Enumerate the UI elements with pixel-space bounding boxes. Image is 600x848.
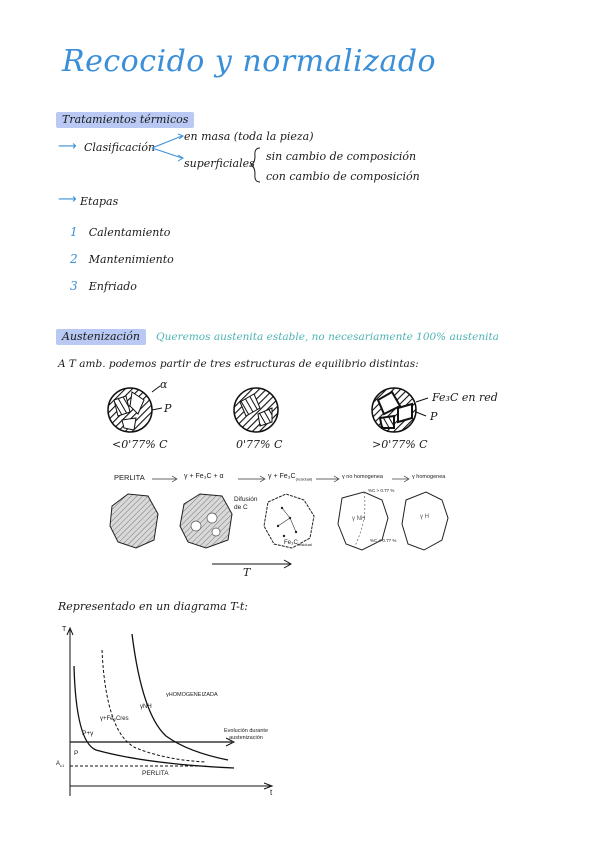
fe3c-residual-sub: residual [297, 542, 312, 548]
region-p-gamma: P+γ [82, 730, 94, 737]
section-heading-tratamientos [56, 113, 194, 126]
label-perlita-3: P [430, 410, 438, 423]
etapa-label: Enfriado [88, 280, 137, 293]
process-label-4: γ no homogenea [342, 474, 383, 480]
heading-highlight: Tratamientos térmicos [56, 112, 194, 128]
diagram-heading: Representado en un diagrama T-t: [58, 600, 248, 613]
austenizacion-intro: A T amb. podemos partir de tres estructuras de equilibrio distintas: [58, 358, 419, 370]
etapa-item [70, 248, 174, 267]
difusion-label: Difusión de C [234, 496, 258, 511]
gamma-rico-label: %C > 0.77 % [368, 488, 395, 493]
etapa-label: Mantenimiento [88, 253, 174, 266]
label-perlita-1: P [164, 402, 172, 415]
composition-eutectoid: 0'77% C [236, 438, 283, 451]
composition-hyper: >0'77% C [372, 438, 428, 451]
process-label-5: γ homogenea [412, 474, 446, 480]
gamma-pobre-label: %C < 0.77 % [370, 538, 397, 543]
temperature-label: T [243, 566, 251, 579]
arrow-right-icon: ⟶ [58, 139, 77, 154]
process-label-2: γ + Fe₃C + α [184, 473, 224, 480]
tt-diagram [56, 624, 286, 800]
label-fe3c-red: Fe₃C en red [432, 391, 498, 404]
brace-icon [250, 146, 264, 186]
a1-label: $A_{c1}$ [56, 761, 65, 769]
x-axis-label: t [270, 788, 273, 797]
fe3c-residual-label: $Fe_3C_{residual}$ [284, 540, 312, 548]
process-sub-residual: (residual) [295, 476, 313, 482]
sub-con-cambio: con cambio de composición [266, 170, 420, 183]
etapa-label: Calentamiento [88, 226, 171, 239]
label-alpha: α [160, 378, 168, 391]
etapa-item [70, 275, 137, 294]
grain-eutectoid [234, 388, 278, 432]
region-gamma-nh: γNH [140, 704, 152, 710]
sub-sin-cambio: sin cambio de composición [266, 150, 417, 163]
temperature-arrow [210, 558, 294, 570]
branch-masa: en masa (toda la pieza) [184, 130, 314, 143]
arrow-right-icon: ⟶ [58, 192, 77, 207]
gamma-nh-label: γ NH [352, 516, 366, 522]
etapa-number: 2 [70, 252, 78, 266]
evolucion-label: Evolución durante austenización [223, 728, 269, 741]
y-axis-label: T [62, 626, 67, 633]
process-label-perlita: PERLITA [114, 473, 145, 482]
a1-sub: c1 [60, 763, 65, 769]
grain-hypereutectoid [372, 388, 416, 432]
heading-highlight: Austenización [56, 329, 146, 345]
composition-hypo: <0'77% C [112, 438, 168, 451]
gamma-h-label: γ H [420, 514, 429, 520]
clasificacion-label: Clasificación [84, 141, 156, 154]
region-gamma-fe3c: γ+Fe₃Cres [100, 716, 129, 722]
section-heading-austenizacion [56, 330, 146, 343]
page-title: Recocido y normalizado [62, 44, 437, 79]
austenization-process-figure [106, 470, 450, 556]
grain-structures [100, 378, 440, 438]
region-gamma-hom: γHOMOGENEIZADA [166, 692, 218, 698]
region-perlita: PERLITA [142, 770, 169, 777]
etapa-number: 1 [70, 225, 78, 239]
etapa-item [70, 221, 170, 240]
branch-superficiales: superficiales [184, 157, 255, 170]
process-label-3: $\gamma + Fe_3C_{(residual)}$ [268, 473, 313, 482]
region-p: P [74, 750, 79, 757]
grain-hypoeutectoid [108, 388, 152, 432]
etapa-number: 3 [70, 279, 78, 293]
austenizacion-subtitle: Queremos austenita estable, no necesariamente 100% austenita [156, 331, 499, 343]
etapas-label: Etapas [80, 195, 119, 208]
